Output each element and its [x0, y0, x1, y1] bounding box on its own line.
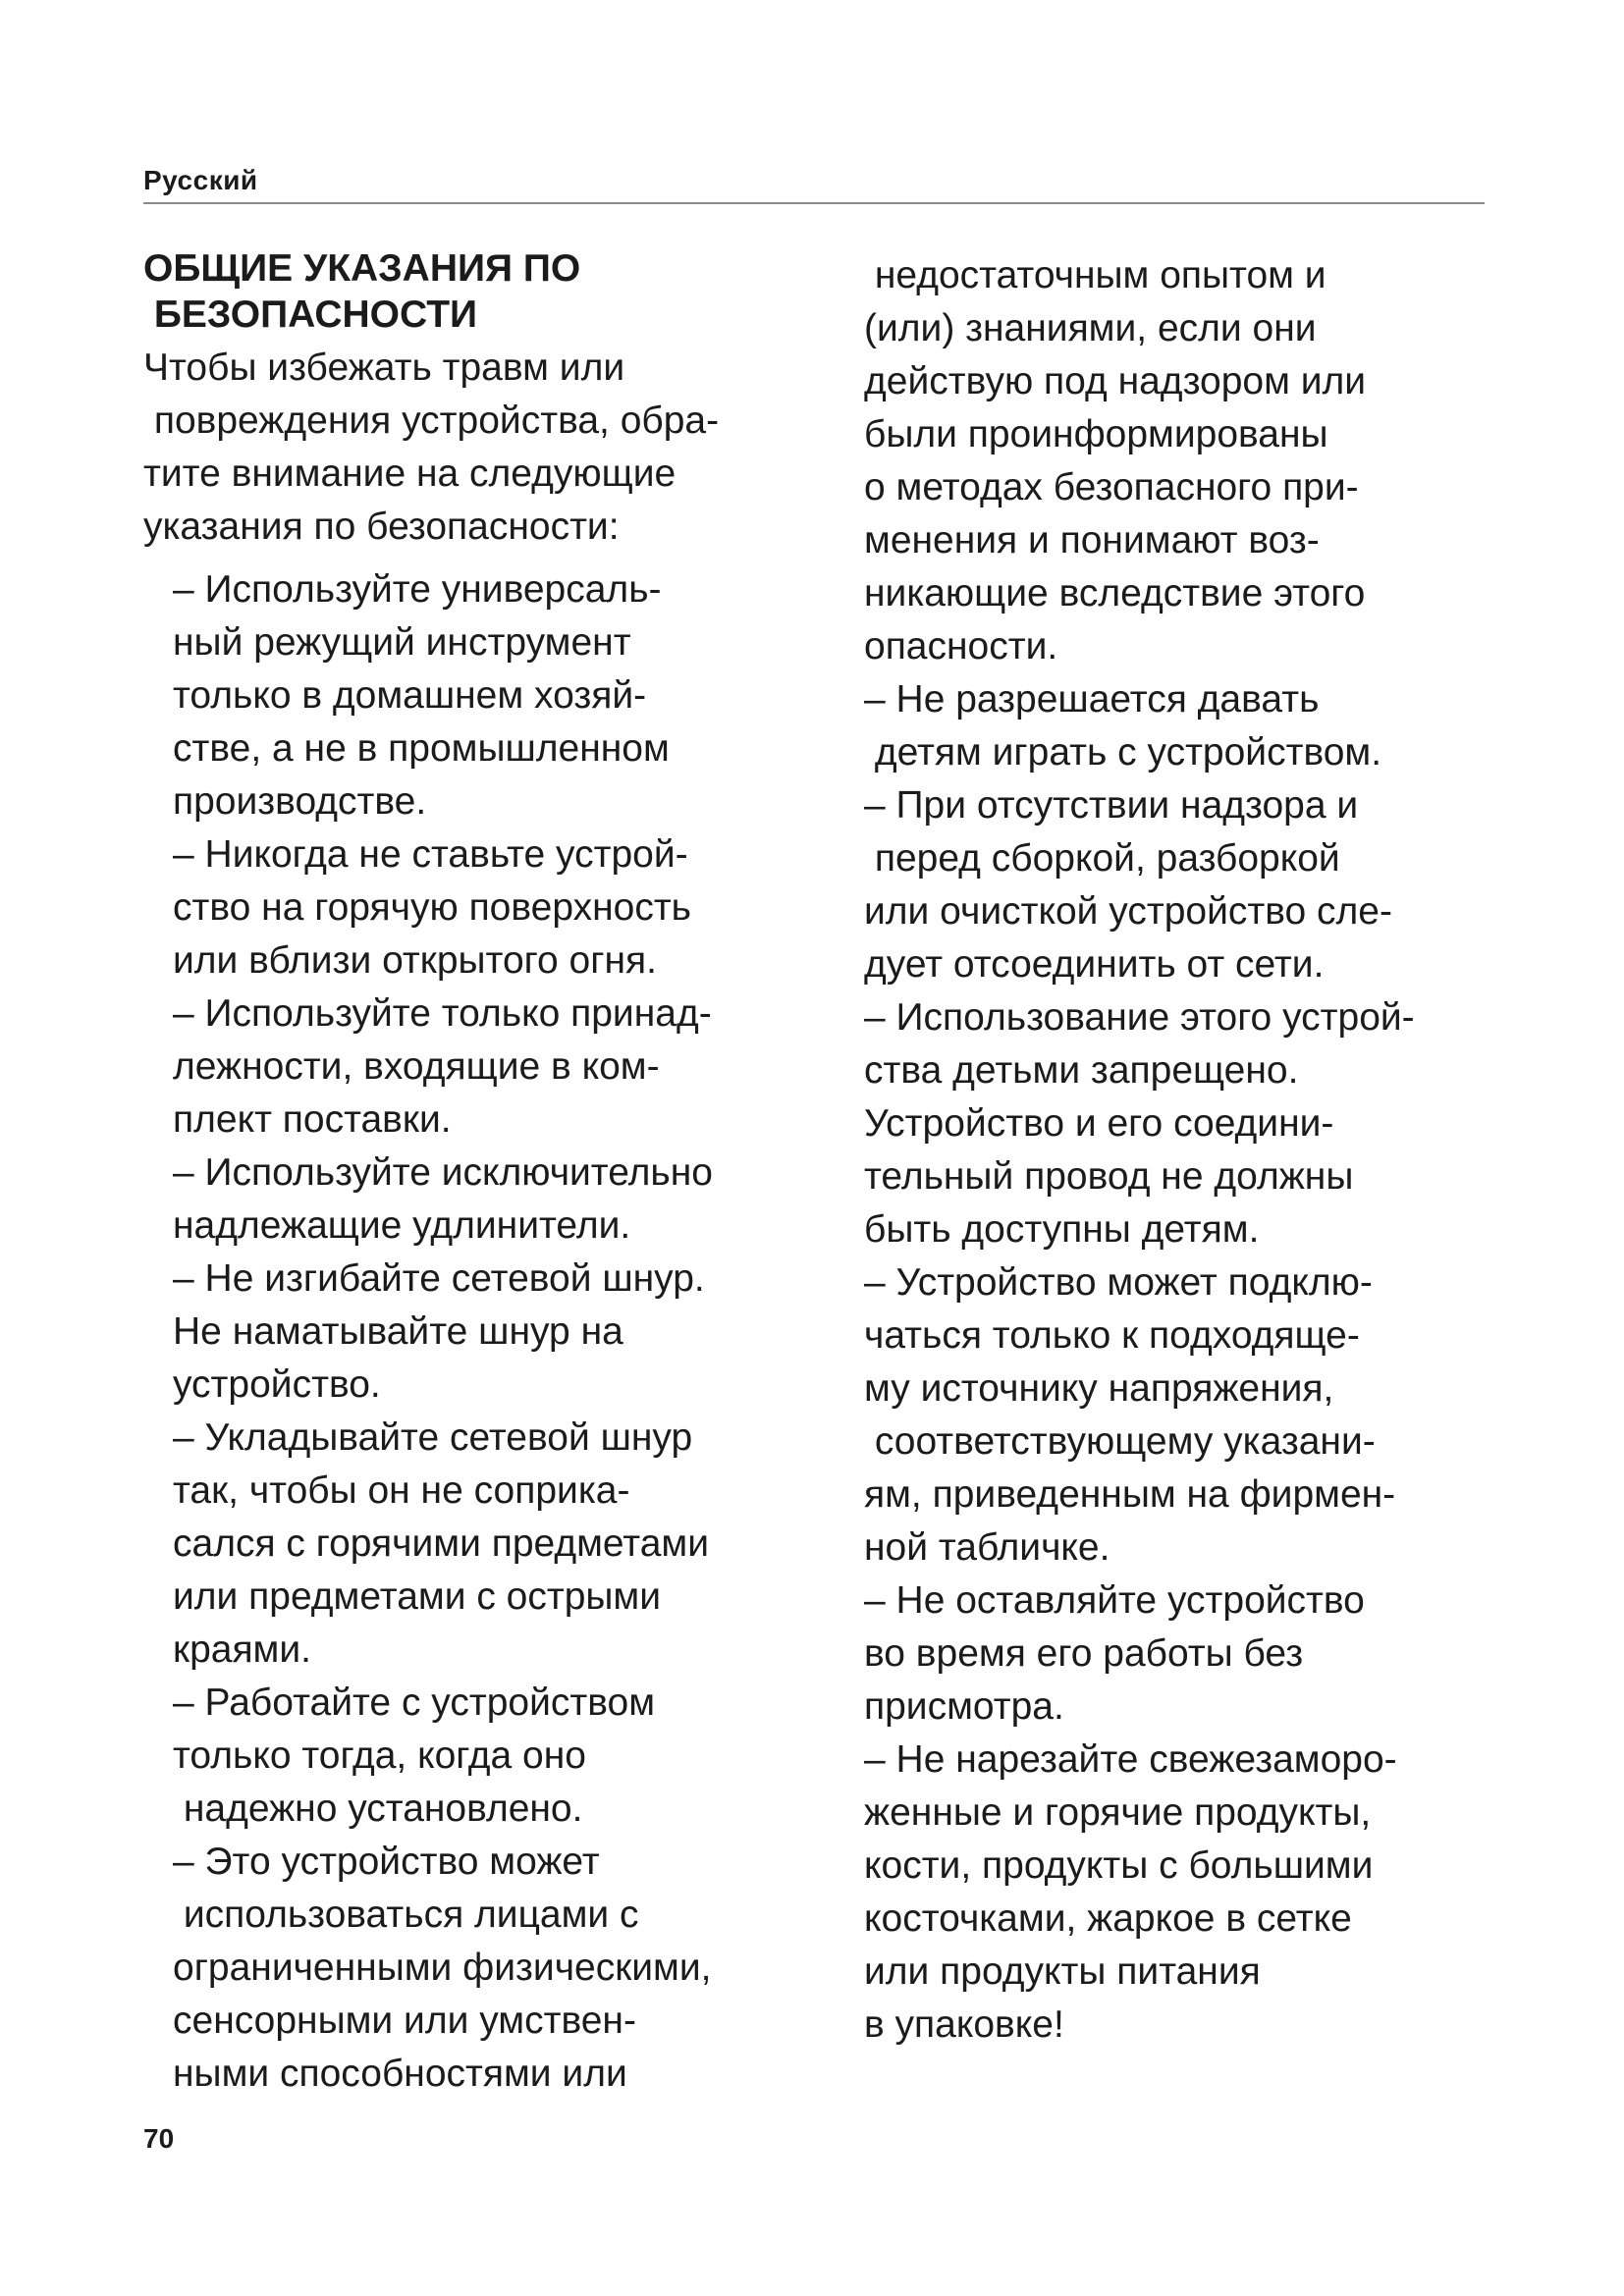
text-line: перед сборкой, разборкой [864, 837, 1340, 880]
intro-line: указания по безопасности: [143, 506, 620, 548]
text-line: или продукты питания [864, 1950, 1261, 1993]
text-line: – Не нарезайте свежезаморо- [864, 1738, 1397, 1781]
text-line: женные и горячие продукты, [864, 1791, 1372, 1834]
safety-item-line: – Используйте только принад- [173, 992, 712, 1035]
safety-item-line: – Никогда не ставьте устрой- [173, 833, 688, 876]
title-line: ОБЩИЕ УКАЗАНИЯ ПО [143, 247, 581, 290]
safety-item-line: краями. [173, 1629, 311, 1671]
safety-item-line: – Используйте универсаль- [173, 568, 662, 611]
text-line: или очисткой устройство сле- [864, 890, 1392, 933]
safety-item-line: Не наматывайте шнур на [173, 1310, 623, 1353]
safety-item [143, 1412, 831, 1677]
safety-item-line: надлежащие удлинители. [173, 1204, 631, 1247]
safety-item [143, 563, 831, 828]
safety-item-line: плект поставки. [173, 1098, 452, 1141]
text-line: – Устройство может подклю- [864, 1261, 1373, 1304]
text-line: были проинформированы [864, 413, 1328, 455]
safety-item-line: ный режущий инструмент [173, 621, 631, 664]
text-line: кости, продукты с большими [864, 1844, 1374, 1887]
safety-item-line: только тогда, когда оно [173, 1735, 586, 1777]
text-line: – Не разрешается давать [864, 678, 1320, 721]
safety-item-line: – Укладывайте сетевой шнур [173, 1416, 693, 1459]
text-line: (или) знаниями, если они [864, 307, 1317, 349]
text-line: ства детьми запрещено. [864, 1049, 1299, 1092]
text-line: соответствующему указани- [864, 1420, 1376, 1463]
text-line: ной табличке. [864, 1526, 1110, 1569]
text-line: никающие вследствие этого [864, 572, 1366, 614]
text-line: присмотра. [864, 1685, 1064, 1728]
text-line: тельный провод не должны [864, 1155, 1354, 1198]
safety-item-line: или вблизи открытого огня. [173, 939, 657, 982]
right-column [864, 249, 1542, 2052]
text-line: в упаковке! [864, 2003, 1064, 2046]
text-line: ям, приведенным на фирмен- [864, 1473, 1396, 1516]
safety-item-line: – Работайте с устройством [173, 1682, 656, 1724]
text-line: чаться только к подходяще- [864, 1314, 1360, 1357]
text-line: недостаточным опытом и [864, 254, 1326, 296]
safety-item-line: устройство. [173, 1363, 381, 1406]
safety-item [143, 1147, 831, 1253]
text-line: быть доступны детям. [864, 1208, 1260, 1251]
intro-line: повреждения устройства, обра- [143, 400, 720, 442]
left-safety-list [143, 563, 831, 2101]
safety-item [143, 1677, 831, 1836]
text-line: опасности. [864, 625, 1058, 667]
safety-item-line: сенсорными или умствен- [173, 2000, 636, 2042]
text-line: действую под надзором или [864, 360, 1367, 402]
text-line: – Не оставляйте устройство [864, 1579, 1365, 1622]
text-line: Устройство и его соедини- [864, 1102, 1334, 1145]
intro-paragraph [143, 342, 831, 554]
safety-item-line: надежно установлено. [173, 1788, 583, 1830]
safety-item-line: только в домашнем хозяй- [173, 674, 647, 717]
safety-item-line: – Не изгибайте сетевой шнур. [173, 1257, 705, 1300]
safety-item-line: или предметами с острыми [173, 1575, 662, 1618]
safety-item-line: – Это устройство может [173, 1841, 600, 1883]
safety-item [143, 1836, 831, 2101]
text-line: косточками, жаркое в сетке [864, 1897, 1352, 1940]
safety-item-line: так, чтобы он не соприка- [173, 1469, 630, 1512]
safety-item-line: производстве. [173, 780, 427, 823]
safety-item-line: – Используйте исключительно [173, 1151, 713, 1194]
header-divider [143, 202, 1485, 204]
text-line: – При отсутствии надзора и [864, 784, 1359, 827]
text-line: му источнику напряжения, [864, 1367, 1334, 1410]
intro-line: Чтобы избежать травм или [143, 347, 625, 389]
text-line: – Использование этого устрой- [864, 996, 1415, 1039]
safety-item-line: ограниченными физическими, [173, 1947, 712, 1989]
safety-item [143, 988, 831, 1147]
safety-item [143, 1253, 831, 1412]
title-line: БЕЗОПАСНОСТИ [143, 294, 478, 336]
text-line: менения и понимают воз- [864, 519, 1320, 561]
page-number: 70 [143, 2123, 175, 2154]
safety-item [143, 828, 831, 988]
safety-item-line: лежности, входящие в ком- [173, 1045, 660, 1088]
text-line: во время его работы без [864, 1632, 1304, 1675]
safety-item-line: стве, а не в промышленном [173, 727, 670, 770]
safety-item-line: использоваться лицами с [173, 1894, 639, 1936]
left-column [143, 245, 831, 2101]
language-label: Русский [143, 165, 258, 195]
safety-item-line: сался с горячими предметами [173, 1522, 710, 1565]
safety-item-line: ство на горячую поверхность [173, 886, 692, 929]
safety-item-line: ными способностями или [173, 2053, 627, 2095]
text-line: детям играть с устройством. [864, 731, 1382, 774]
section-title [143, 245, 831, 338]
intro-line: тите внимание на следующие [143, 453, 677, 495]
text-line: о методах безопасного при- [864, 466, 1359, 508]
text-line: дует отсоединить от сети. [864, 943, 1325, 986]
